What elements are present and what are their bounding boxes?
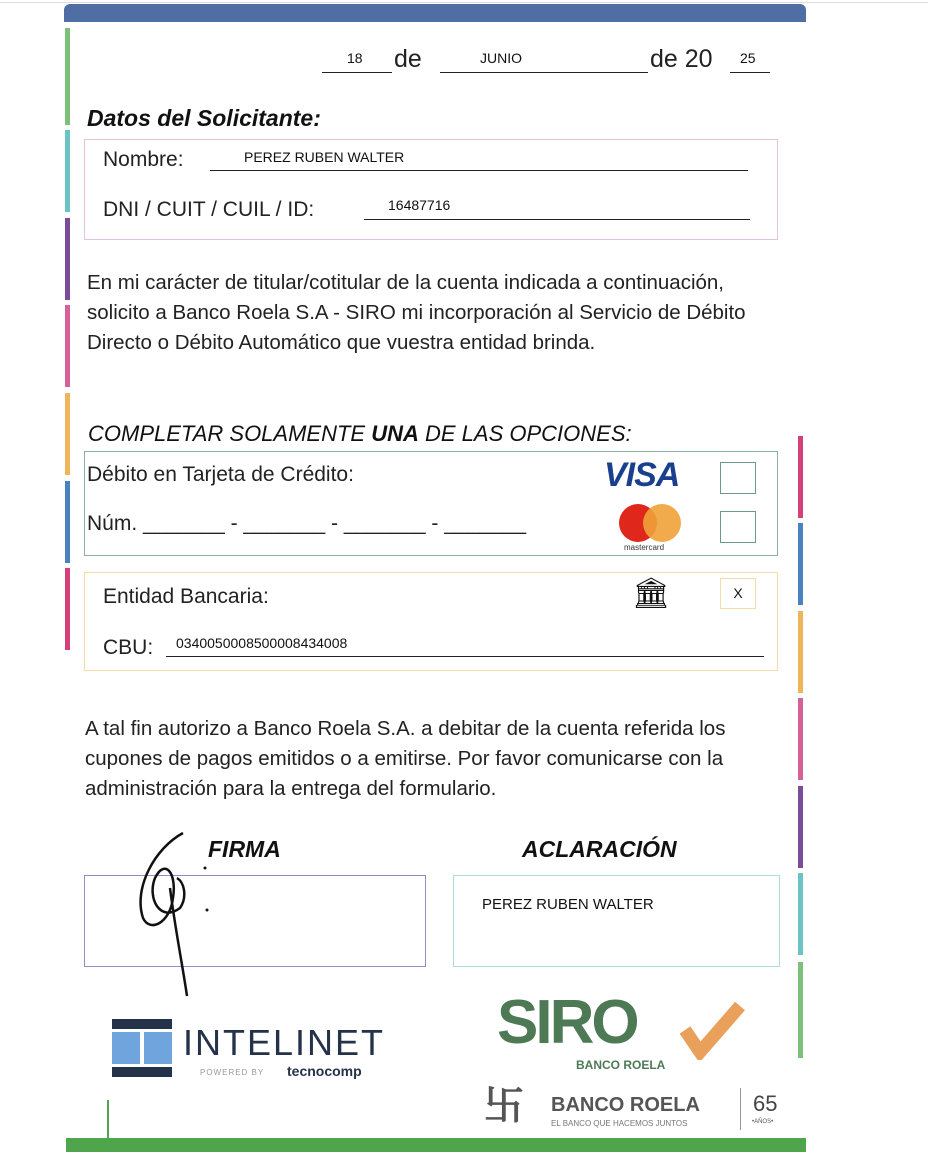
anniversary-label: •AÑOS• <box>752 1119 774 1125</box>
banco-roela-text: BANCO ROELA <box>551 1094 700 1116</box>
date-year-prefix: de 20 <box>650 45 713 73</box>
side-bar <box>798 698 803 780</box>
options-heading <box>88 421 632 447</box>
cbu-label: CBU: <box>103 636 154 659</box>
card-label: Débito en Tarjeta de Crédito: <box>87 463 354 486</box>
mastercard-checkbox[interactable] <box>720 511 756 543</box>
tecnocomp-logo: tecnocomp <box>287 1063 362 1079</box>
name-value[interactable]: PEREZ RUBEN WALTER <box>244 149 405 165</box>
side-bar <box>65 218 70 300</box>
side-bar <box>798 786 803 868</box>
id-label: DNI / CUIT / CUIL / ID: <box>103 198 315 221</box>
options-heading-pre: COMPLETAR SOLAMENTE <box>88 421 372 446</box>
card-number-field[interactable]: Núm. _______ - _______ - _______ - _______ <box>87 512 527 535</box>
year-line <box>730 72 770 73</box>
banco-roela-emblem: 卐 <box>484 1084 524 1128</box>
year-value[interactable]: 25 <box>740 50 756 66</box>
month-line <box>440 72 648 73</box>
intelinet-logo-text: INTELINET <box>183 1022 386 1063</box>
siro-logo: SIRO <box>497 988 637 1057</box>
side-bar <box>65 393 70 475</box>
id-line <box>364 219 750 220</box>
side-bar <box>65 130 70 212</box>
name-line <box>210 170 748 171</box>
name-label: Nombre: <box>103 148 184 171</box>
siro-check-icon <box>680 1000 745 1060</box>
bank-label: Entidad Bancaria: <box>103 585 269 608</box>
cbu-line <box>166 656 764 657</box>
mastercard-logo <box>619 504 685 542</box>
side-bar <box>798 873 803 955</box>
aclaracion-box <box>453 875 780 967</box>
footer-bar <box>66 1138 806 1152</box>
day-value[interactable]: 18 <box>347 50 363 66</box>
anniversary-number: 65 <box>753 1091 778 1116</box>
logo-divider <box>740 1088 741 1130</box>
bank-icon: 🏛 <box>632 577 671 610</box>
applicant-heading: Datos del Solicitante: <box>87 105 321 131</box>
top-rule <box>0 2 928 3</box>
visa-logo: VISA <box>604 456 680 494</box>
firma-label: FIRMA <box>208 836 281 862</box>
aclaracion-value[interactable]: PEREZ RUBEN WALTER <box>482 896 654 913</box>
applicant-box <box>84 139 778 240</box>
side-bar <box>798 611 803 693</box>
side-bar <box>798 523 803 605</box>
day-line <box>322 72 392 73</box>
month-value[interactable]: JUNIO <box>480 50 522 66</box>
id-value[interactable]: 16487716 <box>388 197 451 213</box>
side-bar <box>65 28 70 125</box>
aclaracion-label: ACLARACIÓN <box>522 836 677 862</box>
siro-subtitle: BANCO ROELA <box>576 1058 666 1072</box>
side-bar <box>798 436 803 518</box>
bank-checkbox[interactable]: X <box>720 578 756 609</box>
side-bar <box>65 305 70 387</box>
options-heading-emphasis: UNA <box>371 421 419 446</box>
header-bar <box>64 4 806 22</box>
powered-by: POWERED BY <box>200 1068 265 1077</box>
handwritten-signature <box>125 828 220 1003</box>
cbu-value[interactable]: 0340050008500008434008 <box>176 635 348 651</box>
intro-paragraph: En mi carácter de titular/cotitular de la cuenta indicada a continuación, solicito a Banco Roela S.A - SIRO mi incorporación al Servicio de Débito Directo o Débito Automático que vuestra entidad brinda. <box>87 271 746 354</box>
side-bar <box>107 1100 109 1140</box>
mastercard-text: mastercard <box>624 543 665 552</box>
intelinet-logo-mark <box>112 1019 172 1077</box>
side-bar <box>798 962 803 1058</box>
date-de: de <box>394 45 422 73</box>
side-bar <box>65 481 70 563</box>
authorization-paragraph: A tal fin autorizo a Banco Roela S.A. a debitar de la cuenta referida los cupones de pagos emitidos o a emitirse. Por favor comunicarse con la administración para la entrega del formulario. <box>85 717 726 800</box>
options-heading-post: DE LAS OPCIONES: <box>418 421 632 446</box>
visa-checkbox[interactable] <box>720 462 756 494</box>
side-bar <box>65 568 70 650</box>
banco-roela-tagline: EL BANCO QUE HACEMOS JUNTOS <box>551 1119 688 1128</box>
